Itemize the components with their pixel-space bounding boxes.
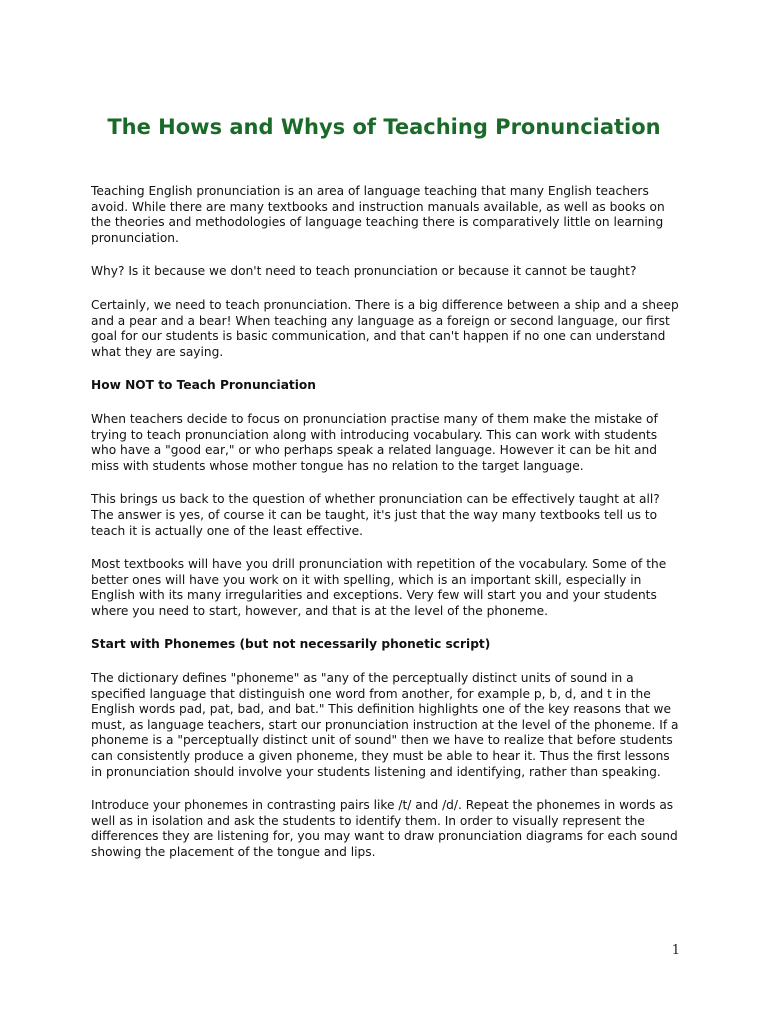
paragraph: Why? Is it because we don't need to teach pronunciation or because it cannot be taught? (91, 264, 637, 279)
page-number: 1 (671, 943, 680, 958)
document-body (91, 184, 681, 879)
paragraph: Most textbooks will have you drill pronunciation with repetition of the vocabulary. Some of the better ones will have you work on it with spelling, which is an important skill, especially in English with its many irregularities and exceptions. Very few will start you and your students where you need to start, however, and that is at the level of the phoneme. (91, 557, 667, 618)
section-heading: How NOT to Teach Pronunciation (91, 378, 316, 393)
paragraph: This brings us back to the question of whether pronunciation can be effectively taught at all? The answer is yes, of course it can be taught, it's just that the way many textbooks tell us to teach it is actually one of the least effective. (91, 492, 660, 538)
paragraph: The dictionary defines "phoneme" as "any of the perceptually distinct units of sound in a specified language that distinguish one word from another, for example p, b, d, and t in the English words pad, pat, bad, and bat." This definition highlights one of the key reasons that we must, as language teachers, start our pronunciation instruction at the level of the phoneme. If a phoneme is a "perceptually distinct unit of sound" then we have to realize that before students can consistently produce a given phoneme, they must be able to hear it. Thus the first lessons in pronunciation should involve your students listening and identifying, rather than speaking. (91, 671, 679, 779)
paragraph: Certainly, we need to teach pronunciation. There is a big difference between a ship and a sheep and a pear and a bear! When teaching any language as a foreign or second language, our first goal for our students is basic communication, and that can't happen if no one can understand what they are saying. (91, 297, 679, 359)
paragraph: When teachers decide to focus on pronunciation practise many of them make the mistake of trying to teach pronunciation along with introducing vocabulary. This can work with students who have a "good ear," or who perhaps speak a related language. However it can be hit and miss with students whose mother tongue has no relation to the target language. (91, 411, 658, 473)
paragraph: Teaching English pronunciation is an area of language teaching that many English teachers avoid. While there are many textbooks and instruction manuals available, as well as books on the theories and methodologies of language teaching there is comparatively little on learning pronunciation. (91, 184, 665, 245)
document-title: The Hows and Whys of Teaching Pronunciation (107, 115, 661, 139)
paragraph: Introduce your phonemes in contrasting pairs like /t/ and /d/. Repeat the phonemes in words as well as in isolation and ask the students to identify them. In order to visually represent the differences they are listening for, you may want to draw pronunciation diagrams for each sound showing the placement of the tongue and lips. (91, 798, 678, 859)
section-heading: Start with Phonemes (but not necessarily phonetic script) (91, 637, 491, 652)
